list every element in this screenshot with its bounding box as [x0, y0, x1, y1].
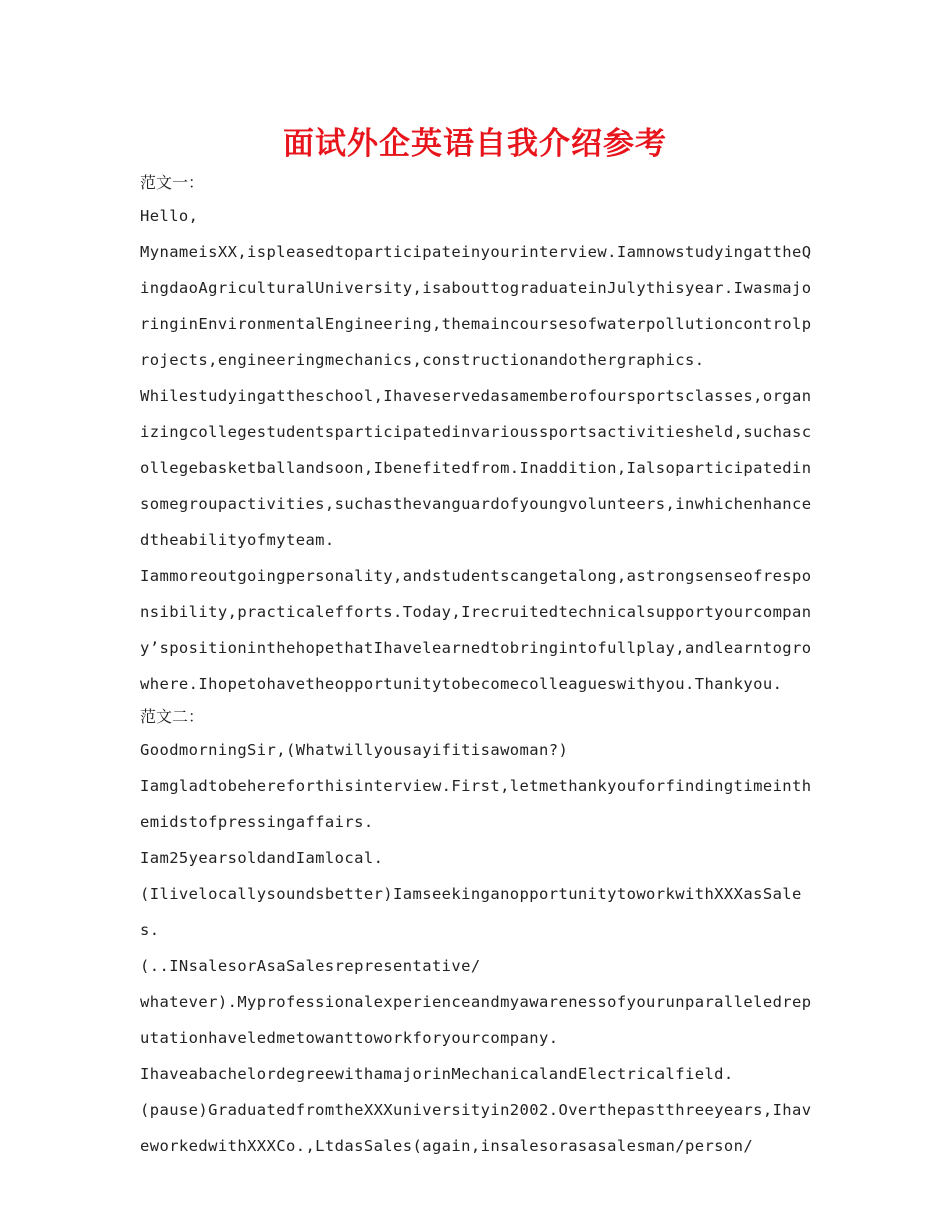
- section-label-2: 范文二：: [140, 707, 205, 726]
- paragraph: (pause)GraduatedfromtheXXXuniversityin2002.Overthepastthreeyears,IhaveworkedwithXXXCo.,LtdasSales(again,insalesorasasalesman/person/: [140, 1101, 812, 1155]
- paragraph: GoodmorningSir,(Whatwillyousayifitisawoman?): [140, 741, 569, 759]
- document-body: [140, 168, 812, 1164]
- document-title: 面试外企英语自我介绍参考: [283, 126, 667, 162]
- paragraph: (..INsalesorAsaSalesrepresentative/: [140, 957, 481, 975]
- section-label-1: 范文一：: [140, 173, 205, 192]
- paragraph: Whilestudyingattheschool,Ihaveservedasamemberofoursportsclasses,organizingcollegestudentsparticipatedinvarioussportsactivitiesheld,suchascollegebasketballandsoon,Ibenefitedfrom.Inaddition,Ialsoparticipatedinsomegroupactivities,suchasthevanguardofyoungvolunteers,inwhichenhancedtheabilityofmyteam.: [140, 387, 812, 549]
- paragraph: Iammoreoutgoingpersonality,andstudentscangetalong,astrongsenseofresponsibility,practicalefforts.Today,Irecruitedtechnicalsupportyourcompany’spositioninthehopethatIhavelearnedtobringintofullplay,andlearntogrowhere.Ihopetohavetheopportunitytobecomecolleagueswithyou.Thankyou.: [140, 567, 812, 693]
- paragraph: Hello,: [140, 207, 199, 225]
- paragraph: (Ilivelocallysoundsbetter)IamseekinganopportunitytoworkwithXXXasSales.: [140, 885, 802, 939]
- paragraph: Iam25yearsoldandIamlocal.: [140, 849, 384, 867]
- paragraph: MynameisXX,ispleasedtoparticipateinyourinterview.IamnowstudyingattheQingdaoAgriculturalUniversity,isabouttograduateinJulythisyear.IwasmajoringinEnvironmentalEngineering,themaincoursesofwaterpollutioncontrolprojects,engineeringmechanics,constructionandothergraphics.: [140, 243, 812, 369]
- paragraph: IhaveabachelordegreewithamajorinMechanicalandElectricalfield.: [140, 1065, 734, 1083]
- paragraph: whatever).Myprofessionalexperienceandmyawarenessofyourunparalleledreputationhaveledmetowanttoworkforyourcompany.: [140, 993, 812, 1047]
- paragraph: Iamgladtobehereforthisinterview.First,letmethankyouforfindingtimeinthemidstofpressingaffairs.: [140, 777, 812, 831]
